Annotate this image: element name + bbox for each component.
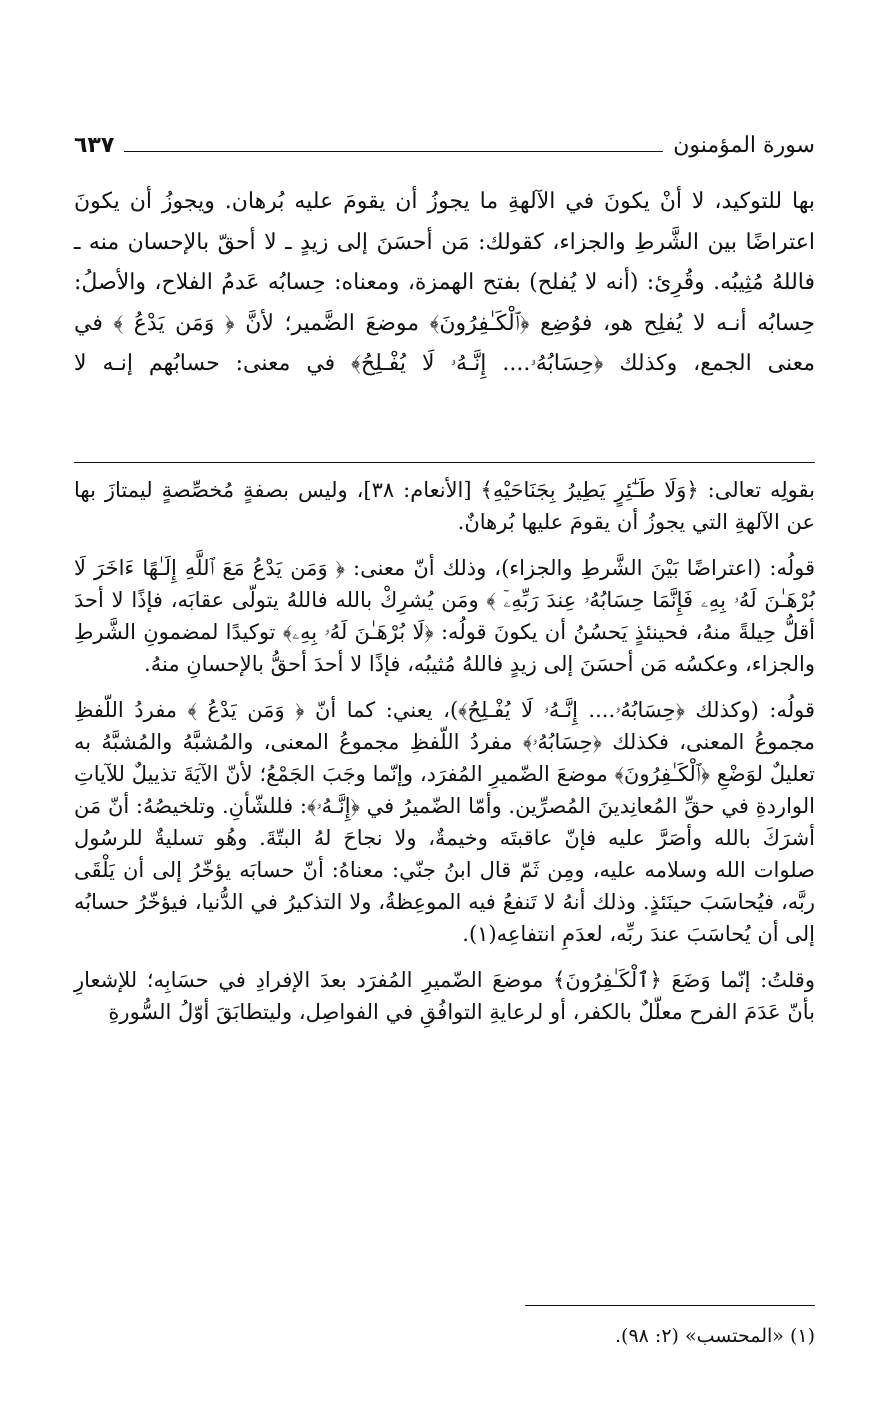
running-header: [74, 128, 815, 162]
page-number: ٦٣٧: [74, 132, 115, 158]
header-rule: [124, 151, 663, 152]
footnote-rule: [525, 1305, 815, 1306]
surah-title: سورة المؤمنون: [673, 132, 815, 158]
commentary-paragraph: قولُه: (اعتراضًا بَيْنَ الشَّرطِ والجزاء)، وذلك أنّ معنى: ﴿ وَمَن يَدْعُ مَعَ ٱللَّهِ إِلَـٰهًا ءَاخَرَ لَا بُرْهَـٰنَ لَهُۥ بِهِۦ فَإِنَّمَا حِسَابُهُۥ عِندَ رَبِّهِۦٓ ﴾ ومَن يُشرِكْ بالله فاللهُ يتولّى عقابَه، فإذًا لا أحدَ أقلُّ حِيلةً منهُ، فحينئذٍ يَحسُنُ أن يكونَ قولُه: ﴿لَا بُرْهَـٰنَ لَهُۥ بِهِۦ﴾ توكيدًا لمضمونِ الشَّرطِ والجزاء، وعكسُه مَن أحسَنَ إلى زيدٍ فاللهُ مُثيبُه، فإذًا لا أحدَ أحقُّ بالإحسانِ منهُ.: [74, 556, 815, 676]
main-text-paragraph: بها للتوكيد، لا أنْ يكونَ في الآلهةِ ما يجوزُ أن يقومَ عليه بُرهان. ويجوزُ أن يكونَ اعتراضًا بين الشَّرطِ والجزاء، كقولك: مَن أحسَنَ إلى زيدٍ ـ لا أحقّ بالإحسان منه ـ فاللهُ مُثِيبُه. وقُرِئ: (أنه لا يُفلح) بفتح الهمزة، ومعناه: حِسابُه عَدمُ الفلاح، والأصلُ: حِسابُه أنـه لا يُفلِح هو، فوُضِع ﴿ٱلْكَـٰفِرُونَ﴾ موضعَ الضَّمير؛ لأنَّ ﴿ وَمَن يَدْعُ ﴾ في معنى الجمع، وكذلك ﴿حِسَابُهُۥ.... إِنَّـهُۥ لَا يُفْـلِحُ﴾ في معنى: حسابُهم إنـه لا: [74, 189, 815, 376]
commentary-block: [74, 474, 815, 1042]
footnote: (١) «المحتسب» (٢: ٩٨).: [615, 1325, 815, 1347]
commentary-paragraph: وقلتُ: إنّما وَضَعَ ﴿ٱلْكَـٰفِرُونَ﴾ موضعَ الضّميرِ المُفرَد بعدَ الإفرادِ في حسَابِه؛ للإشعارِ بأنّ عَدَمَ الفرح معلّلٌ بالكفر، أو لرعايةِ التوافُقِ في الفواصِل، وليتطابَقَ أوّلُ السُّورةِ: [74, 968, 815, 1024]
commentary-paragraph: قولُه: (وكذلك ﴿حِسَابُهُۥ.... إِنَّـهُۥ لَا يُفْـلِحُ﴾)، يعني: كما أنّ ﴿ وَمَن يَدْعُ ﴾ مفردُ اللّفظِ مجموعُ المعنى، فكذلك ﴿حِسَابُهُۥ﴾ مفردُ اللّفظِ مجموعُ المعنى، والمُشبَّهُ والمُشبَّهُ به تعليلٌ لوَضْعِ ﴿ٱلْكَـٰفِرُونَ﴾ موضعَ الضّميرِ المُفرَد، وإنّما وجَبَ الجَمْعُ؛ لأنّ الآيَةَ تذييلٌ للآياتِ الواردةِ في حقِّ المُعانِدينَ المُصرِّين. وأمّا الضّميرُ في ﴿إِنَّـهُۥ﴾: فللشّأنِ. وتلخيصُهُ: أنّ مَن أشرَكَ بالله وأصَرَّ عليه فإنّ عاقبتَه وخيمةٌ، ولا نجاحَ لهُ البتّةَ. وهُو تسليةٌ للرسُول صلوات الله وسلامه عليه، ومِن ثَمّ قال ابنُ جنّي: معناهُ: أنّ حسابَه يؤخّرُ إلى أن يَلْقَى ربَّه، فيُحاسَبَ حينَئذٍ. وذلك أنهُ لا تَنفعُ فيه الموعِظةُ، ولا التذكيرُ في الدُّنيا، فيؤخّرُ حسابُه إلى أن يُحاسَبَ عندَ ربِّه، لعدَمِ انتفاعِه(١).: [74, 698, 816, 946]
text-commentary-divider: [74, 462, 815, 463]
commentary-paragraph: بقولِه تعالى: ﴿وَلَا طَـٰٓئِرٍ يَطِيرُ بِجَنَاحَيْهِ﴾ [الأنعام: ٣٨]، وليس بصفةٍ مُخصِّصةٍ ليمتازَ بها عن الآلهةِ التي يجوزُ أن يقومَ عليها بُرهانٌ.: [74, 478, 815, 534]
main-text-block: [74, 182, 815, 385]
